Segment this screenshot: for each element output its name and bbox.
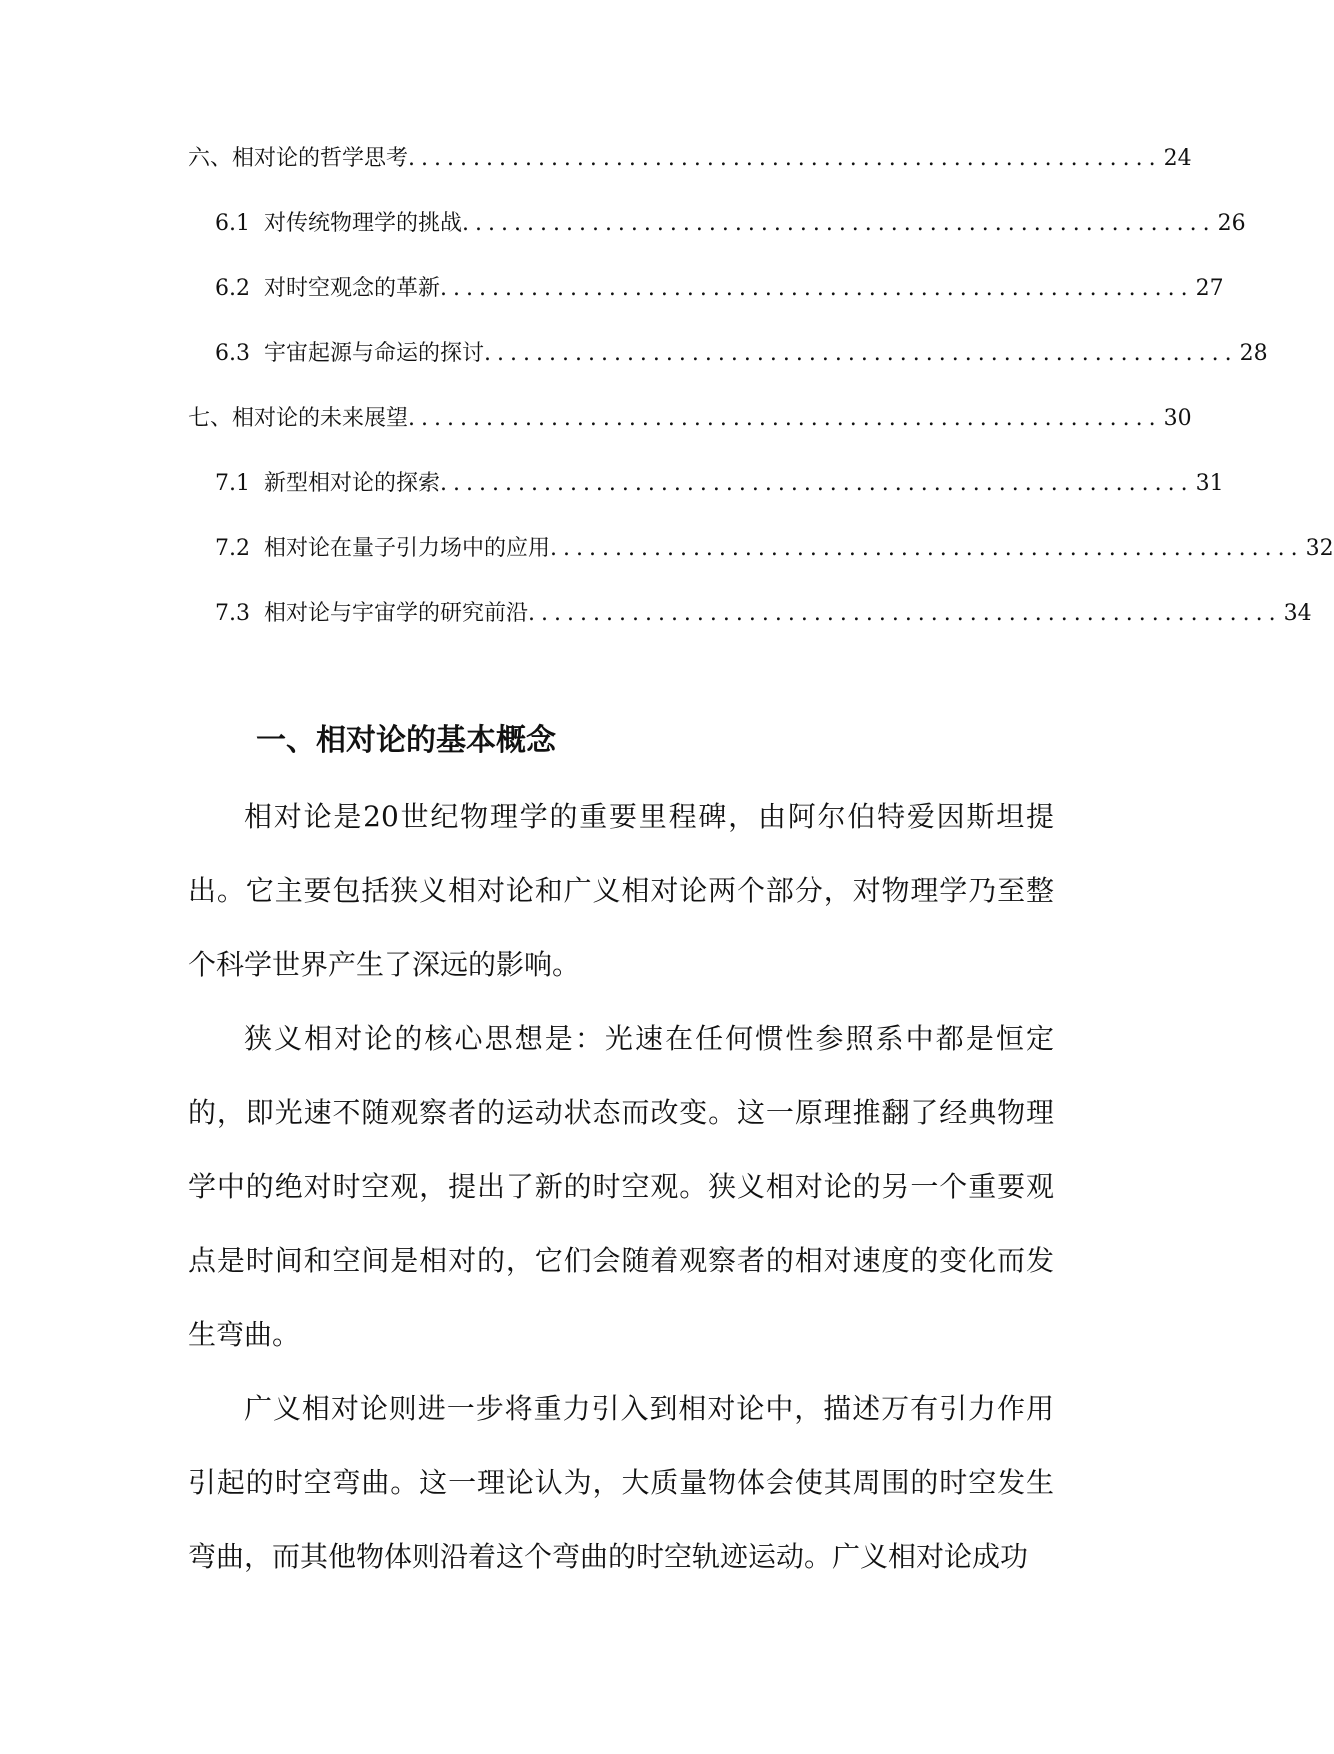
paragraph: 广义相对论则进一步将重力引入到相对论中，描述万有引力作用引起的时空弯曲。这一理论认为，大质量物体会使其周围的时空发生弯曲，而其他物体则沿着这个弯曲的时空轨迹运动。广义相对论成功 — [188, 1392, 1054, 1573]
toc-entry-title: 宇宙起源与命运的探讨 — [264, 341, 485, 366]
toc-entry[interactable] — [188, 276, 1224, 343]
toc-entry[interactable] — [188, 146, 1192, 213]
toc-entry-page: 31 — [1195, 471, 1224, 496]
toc-entry[interactable] — [188, 536, 1334, 603]
toc-entry-page: 24 — [1163, 146, 1192, 171]
toc-entry-number: 7.3 — [215, 601, 250, 626]
toc-entry-page: 32 — [1305, 536, 1334, 561]
paragraph: 狭义相对论的核心思想是：光速在任何惯性参照系中都是恒定的，即光速不随观察者的运动状态而改变。这一原理推翻了经典物理学中的绝对时空观，提出了新的时空观。狭义相对论的另一个重要观点是时间和空间是相对的，它们会随着观察者的相对速度的变化而发生弯曲。 — [188, 1022, 1054, 1351]
paragraph: 相对论是20世纪物理学的重要里程碑，由阿尔伯特爱因斯坦提出。它主要包括狭义相对论和广义相对论两个部分，对物理学乃至整个科学世界产生了深远的影响。 — [188, 800, 1054, 981]
toc-entry-title: 新型相对论的探索 — [264, 471, 441, 496]
toc-leader-dots: .......................................................... — [550, 536, 1304, 561]
toc-entry-page: 30 — [1163, 406, 1192, 431]
toc-entry-title: 相对论在量子引力场中的应用 — [264, 536, 551, 561]
toc-entry[interactable] — [188, 211, 1246, 278]
section-body — [188, 780, 1054, 1594]
toc-entry-number: 7.1 — [215, 471, 250, 496]
toc-entry-page: 34 — [1283, 601, 1312, 626]
toc-entry-page: 27 — [1195, 276, 1224, 301]
toc-entry-page: 28 — [1239, 341, 1268, 366]
toc-entry-number: 6.3 — [215, 341, 250, 366]
toc-entry-title: 对时空观念的革新 — [264, 276, 441, 301]
toc-entry-title: 相对论与宇宙学的研究前沿 — [264, 601, 529, 626]
toc-entry-number: 7.2 — [215, 536, 250, 561]
toc-entry[interactable] — [188, 406, 1192, 473]
table-of-contents — [188, 146, 1334, 668]
toc-leader-dots: .......................................................... — [462, 211, 1216, 236]
toc-entry[interactable] — [188, 601, 1312, 668]
toc-entry-number: 6.1 — [215, 211, 250, 236]
toc-leader-dots: .......................................................... — [408, 406, 1162, 431]
toc-entry[interactable] — [188, 471, 1224, 538]
toc-leader-dots: .......................................................... — [484, 341, 1238, 366]
toc-leader-dots: .......................................................... — [528, 601, 1282, 626]
toc-leader-dots: .......................................................... — [440, 471, 1194, 496]
toc-entry-title: 七、相对论的未来展望 — [188, 406, 409, 431]
toc-leader-dots: .......................................................... — [440, 276, 1194, 301]
toc-entry-number: 6.2 — [215, 276, 250, 301]
toc-entry[interactable] — [188, 341, 1268, 408]
section-heading: 一、相对论的基本概念 — [256, 723, 556, 759]
toc-entry-title: 六、相对论的哲学思考 — [188, 146, 409, 171]
toc-entry-page: 26 — [1217, 211, 1246, 236]
toc-entry-title: 对传统物理学的挑战 — [264, 211, 463, 236]
toc-leader-dots: .......................................................... — [408, 146, 1162, 171]
